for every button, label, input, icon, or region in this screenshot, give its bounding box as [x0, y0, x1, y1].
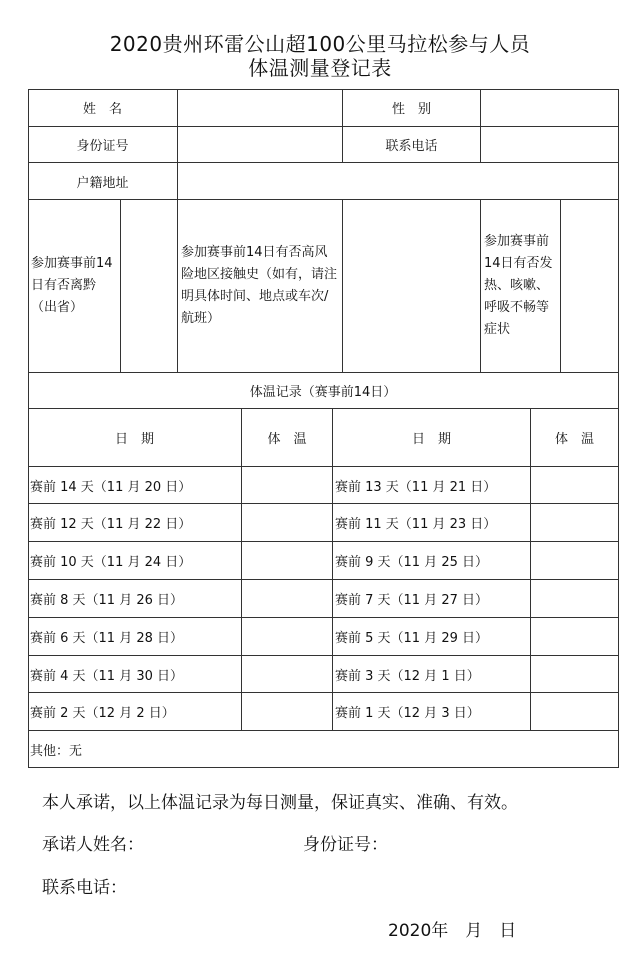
pledge-statement: 本人承诺，以上体温记录为每日测量，保证真实、准确、有效。: [42, 793, 518, 813]
temperature-record-title: 体温记录（赛事前14日）: [28, 373, 619, 409]
other-note: 其他：无: [28, 731, 619, 768]
signer-name-label: 承诺人姓名：: [42, 835, 144, 855]
question-symptoms: 参加赛事前14日有否发热、咳嗽、呼吸不畅等症状: [481, 200, 561, 373]
temperature-input-cell[interactable]: [242, 504, 333, 542]
answer-high-risk-contact-cell[interactable]: [343, 200, 481, 373]
temperature-input-cell[interactable]: [242, 542, 333, 580]
day-row-left-date: 赛前 8 天（11 月 26 日）: [28, 580, 242, 618]
temperature-input-cell[interactable]: [531, 580, 619, 618]
day-row-right-date: 赛前 7 天（11 月 27 日）: [333, 580, 531, 618]
temperature-input-cell[interactable]: [531, 504, 619, 542]
day-row-right-date: 赛前 11 天（11 月 23 日）: [333, 504, 531, 542]
form-title-line2: 体温测量登记表: [248, 56, 392, 80]
gender-label: 性 别: [343, 89, 481, 127]
temperature-input-cell[interactable]: [531, 542, 619, 580]
temperature-input-cell[interactable]: [531, 467, 619, 504]
registration-form: [28, 89, 619, 768]
temperature-input-cell[interactable]: [242, 656, 333, 693]
day-row-left-date: 赛前 6 天（11 月 28 日）: [28, 618, 242, 656]
question-high-risk-contact: 参加赛事前14日有否高风险地区接触史（如有，请注明具体时间、地点或车次/航班）: [178, 200, 343, 373]
day-row-right-date: 赛前 3 天（12 月 1 日）: [333, 656, 531, 693]
day-row-left-date: 赛前 4 天（11 月 30 日）: [28, 656, 242, 693]
temperature-input-cell[interactable]: [242, 580, 333, 618]
temperature-input-cell[interactable]: [242, 693, 333, 731]
gender-input-cell[interactable]: [481, 89, 619, 127]
day-row-right-date: 赛前 5 天（11 月 29 日）: [333, 618, 531, 656]
phone-input-cell[interactable]: [481, 127, 619, 163]
temperature-column-header-left: 体 温: [242, 409, 333, 467]
day-row-right-date: 赛前 1 天（12 月 3 日）: [333, 693, 531, 731]
signer-phone-label: 联系电话：: [42, 878, 127, 898]
day-row-left-date: 赛前 10 天（11 月 24 日）: [28, 542, 242, 580]
address-input-cell[interactable]: [178, 163, 619, 200]
day-row-left-date: 赛前 2 天（12 月 2 日）: [28, 693, 242, 731]
id-number-input-cell[interactable]: [178, 127, 343, 163]
temperature-input-cell[interactable]: [531, 693, 619, 731]
day-row-left-date: 赛前 14 天（11 月 20 日）: [28, 467, 242, 504]
name-input-cell[interactable]: [178, 89, 343, 127]
address-label: 户籍地址: [28, 163, 178, 200]
temperature-column-header-right: 体 温: [531, 409, 619, 467]
answer-symptoms-cell[interactable]: [561, 200, 619, 373]
date-line: 2020年 月 日: [388, 921, 517, 941]
day-row-right-date: 赛前 13 天（11 月 21 日）: [333, 467, 531, 504]
temperature-input-cell[interactable]: [531, 656, 619, 693]
phone-label: 联系电话: [343, 127, 481, 163]
day-row-left-date: 赛前 12 天（11 月 22 日）: [28, 504, 242, 542]
name-label: 姓 名: [28, 89, 178, 127]
signer-id-label: 身份证号：: [303, 835, 388, 855]
question-leave-province: 参加赛事前14日有否离黔（出省）: [28, 200, 121, 373]
day-row-right-date: 赛前 9 天（11 月 25 日）: [333, 542, 531, 580]
temperature-input-cell[interactable]: [531, 618, 619, 656]
form-title-line1: 2020贵州环雷公山超100公里马拉松参与人员: [109, 32, 531, 56]
answer-leave-province-cell[interactable]: [121, 200, 178, 373]
date-column-header-right: 日 期: [333, 409, 531, 467]
temperature-input-cell[interactable]: [242, 618, 333, 656]
id-number-label: 身份证号: [28, 127, 178, 163]
temperature-input-cell[interactable]: [242, 467, 333, 504]
date-column-header-left: 日 期: [28, 409, 242, 467]
